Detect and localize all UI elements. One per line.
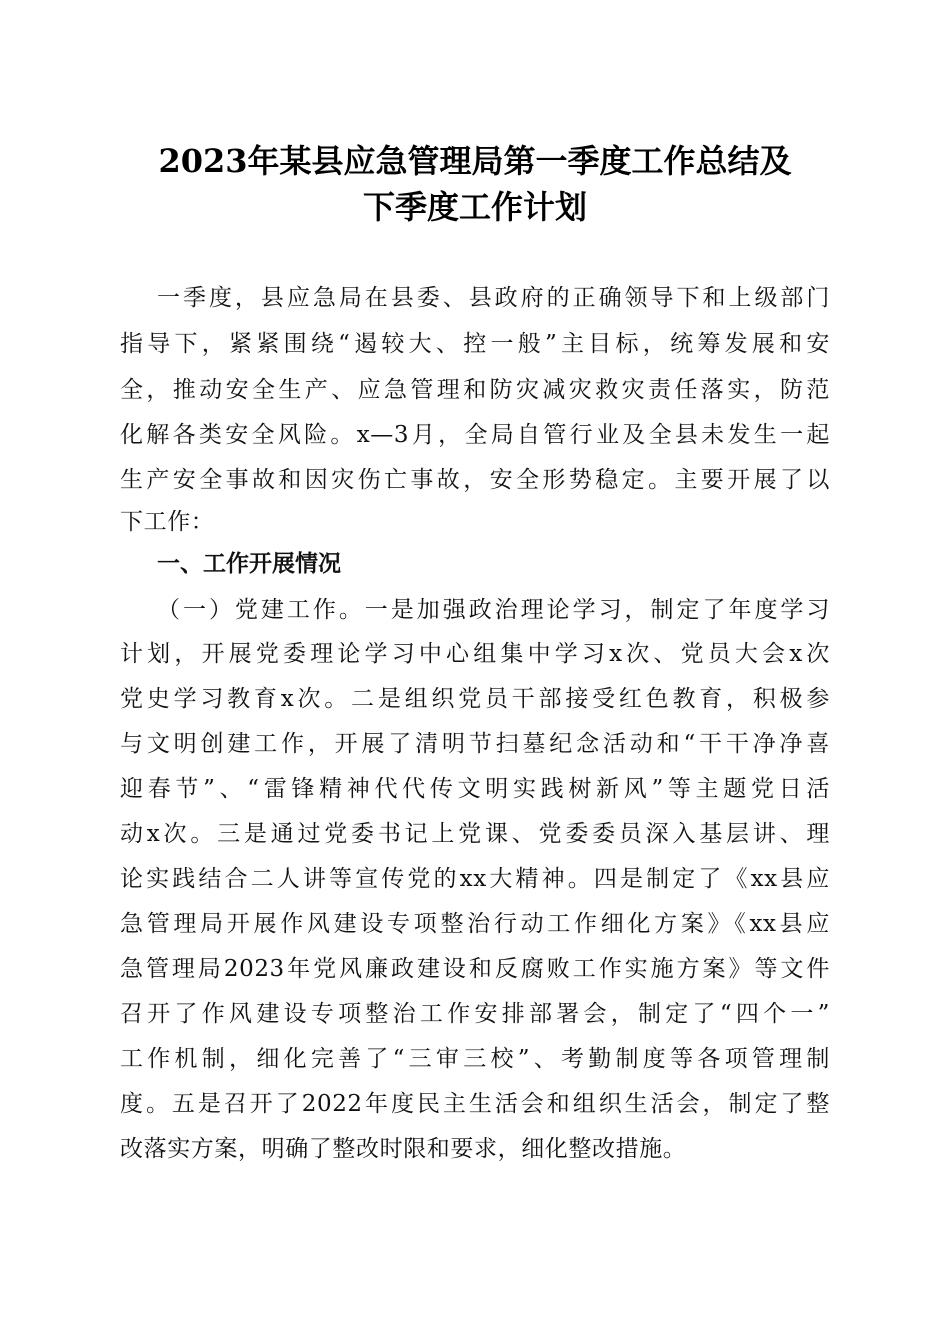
document-title-line-1: 2023年某县应急管理局第一季度工作总结及 xyxy=(158,142,792,180)
party-building-paragraph-line: 动x次。三是通过党委书记上党课、党委委员深入基层讲、理 xyxy=(120,821,830,847)
intro-paragraph-line: 下工作： xyxy=(120,509,215,535)
party-building-paragraph-line: 急管理局2023年党风廉政建设和反腐败工作实施方案》等文件 xyxy=(120,956,830,982)
party-building-paragraph-line: 与文明创建工作，开展了清明节扫墓纪念活动和“干干净净喜 xyxy=(120,731,830,757)
party-building-paragraph-line: 工作机制，细化完善了“三审三校”、考勤制度等各项管理制 xyxy=(120,1046,830,1072)
party-building-paragraph-line: 度。五是召开了2022年度民主生活会和组织生活会，制定了整 xyxy=(120,1091,830,1117)
party-building-paragraph-line: 迎春节”、“雷锋精神代代传文明实践树新风”等主题党日活 xyxy=(120,776,830,802)
party-building-paragraph-line: 论实践结合二人讲等宣传党的xx大精神。四是制定了《xx县应 xyxy=(120,866,830,892)
intro-paragraph-line: 化解各类安全风险。x—3月，全局自管行业及全县未发生一起 xyxy=(120,422,830,448)
intro-paragraph-line: 全，推动安全生产、应急管理和防灾减灾救灾责任落实，防范 xyxy=(120,377,830,403)
party-building-paragraph-line: 党史学习教育x次。二是组织党员干部接受红色教育，积极参 xyxy=(120,686,830,712)
section-heading-work-progress: 一、工作开展情况 xyxy=(157,551,341,577)
party-building-paragraph-line: 计划，开展党委理论学习中心组集中学习x次、党员大会x次 xyxy=(120,641,830,667)
intro-paragraph-line: 一季度，县应急局在县委、县政府的正确领导下和上级部门 xyxy=(157,285,830,311)
intro-paragraph-line: 指导下，紧紧围绕“遏较大、控一般”主目标，统筹发展和安 xyxy=(120,331,830,357)
party-building-paragraph-line: 急管理局开展作风建设专项整治行动工作细化方案》《xx县应 xyxy=(120,911,830,937)
party-building-paragraph-line: （一）党建工作。一是加强政治理论学习，制定了年度学习 xyxy=(157,597,830,623)
party-building-paragraph-line: 改落实方案，明确了整改时限和要求，细化整改措施。 xyxy=(120,1136,687,1162)
document-title-line-2: 下季度工作计划 xyxy=(362,188,587,226)
party-building-paragraph-line: 召开了作风建设专项整治工作安排部署会，制定了“四个一” xyxy=(120,1001,830,1027)
intro-paragraph-line: 生产安全事故和因灾伤亡事故，安全形势稳定。主要开展了以 xyxy=(120,467,830,493)
